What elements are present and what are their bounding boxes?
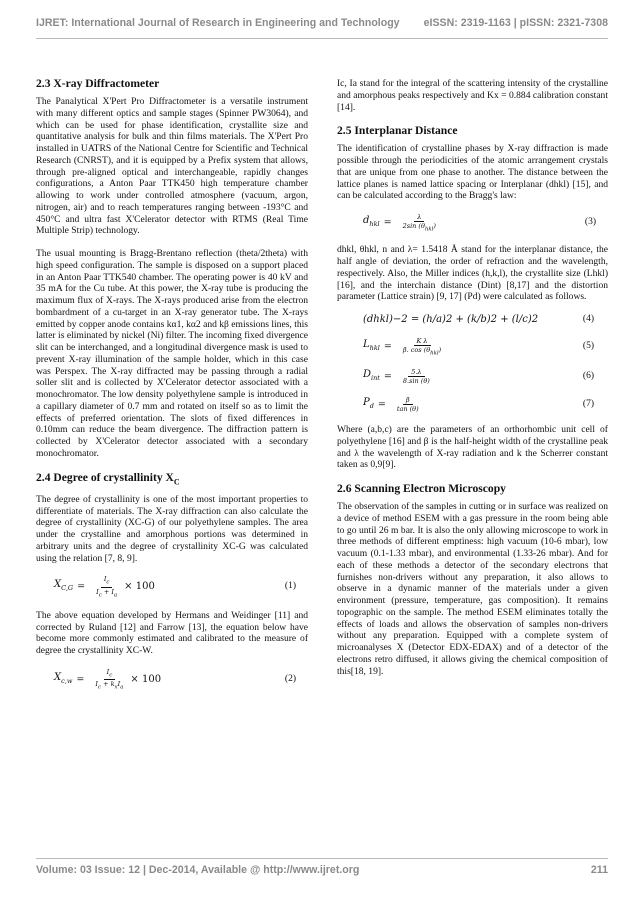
- section-2-4-paragraph-1: The degree of crystallinity is one of the most important properties to differentiate of materials. The X-ray diffraction can also calculate the degree of crystallinity (XC-G) of our polyethylene samples. The area under the crystalline and amorphous portions was determined in arbitrary units and the degree of crystallinity XC-G was calculated using the relation [7, 8, 9].: [36, 493, 308, 564]
- intensity-definition-paragraph: Ic, Ia stand for the integral of the scattering intensity of the crystalline and amorphous peaks respectively and Kx = 0.884 calibration constant [14].: [337, 78, 608, 113]
- volume-info: Volume: 03 Issue: 12 | Dec-2014, Available @ http://www.ijret.org: [36, 864, 360, 876]
- equation-3: $d_{hkl}$ = $\frac{\lambda}{2\sin (\theta_{hkl})}$ (3): [363, 213, 596, 233]
- equation-1: $X_{C,G}$ = $\frac{I_c}{I_c + I_a}$ × 100 (1): [54, 575, 296, 598]
- equation-6: $D_{int}$ = $\frac{5.\lambda}{8.\sin (\theta)}$ (6): [363, 368, 594, 386]
- left-column: [36, 77, 308, 703]
- equation-2-number: (2): [284, 673, 296, 684]
- page-number: 211: [590, 864, 608, 876]
- equation-4-number: (4): [582, 314, 594, 325]
- section-2-5-paragraph-1: The identification of crystalline phases by X-ray diffraction is made possible through the periodicities of the atomic arrangement crystals that are unique from one phase to another. The distance between the lattice planes is named lattice spacing or Interplanar (dhkl) [15], and can be calculated according to the Bragg's law:: [337, 143, 608, 202]
- equation-5: $L_{hkl}$ = $\frac{\text{K λ}}{\beta. \cos (\theta_{hkl})}$ (5): [363, 336, 594, 357]
- section-2-6-title: 2.6 Scanning Electron Microscopy: [337, 482, 506, 496]
- equation-7-number: (7): [582, 398, 594, 409]
- right-column: [337, 78, 608, 688]
- section-2-3-title: 2.3 X-ray Diffractometer: [36, 77, 160, 90]
- header-rule: [36, 38, 608, 39]
- issn: eISSN: 2319-1163 | pISSN: 2321-7308: [423, 17, 608, 29]
- equation-5-number: (5): [582, 341, 594, 352]
- running-header: [36, 12, 608, 34]
- equation-7: $P_d$ = $\frac{\beta}{\tan (\theta)}$ (7): [363, 396, 594, 414]
- section-2-4-paragraph-2: The above equation developed by Hermans and Weidinger [11] and corrected by Ruland [12] and Farrow [13], the equation below have become more commonly estimated and calibrated to the measure of degree the crystallinity XC-W.: [36, 609, 308, 657]
- running-footer: [36, 862, 608, 878]
- section-2-3-paragraph-1: The Panalytical X'Pert Pro Diffractometer is a versatile instrument with many different optics and sample stages (Spinner PW3064), and which can be used for phase identification, crystallite size and quantitative analysis for bulk and thin films materials. The X'Pert Pro installed in UATRS of the National Centre for Scientific and Technical Research (CNRST), and it is equipped by a Prefix system that allows, through pre-aligned optical and interchangeable, rapidly changes configurations, a Anton Paar TTK450 high temperature chamber allowing to work under controlled atmosphere (vacuum, argon, nitrogen, air) and to reach temperatures ranging between -193°C and 450°C and ultra fast X'Celerator detector with RTMS (Real Time Multiple Strip) technology.: [36, 96, 308, 237]
- equation-1-number: (1): [284, 581, 296, 592]
- footer-rule: [36, 858, 608, 859]
- section-2-5-paragraph-2: dhkl, θhkl, n and λ= 1.5418 Å stand for the interplanar distance, the half angle of deviation, the order of refraction and the wavelength, respectively. Also, the Miller indices (h,k,l), the crystallite size (Lhkl) [16], and the interchain distance (Dint) [8,17] and the distortion parameter (Lattice strain) [9, 17] (Pd) were calculated as follows.: [337, 244, 608, 303]
- section-2-5-title: 2.5 Interplanar Distance: [337, 124, 458, 138]
- equation-3-number: (3): [584, 217, 596, 228]
- section-2-3-paragraph-2: The usual mounting is Bragg-Brentano reflection (theta/2theta) with high speed configuration. The sample is disposed on a support placed in an Anton Paar TTK540 chamber. The operating power is 40 kV and 35 mA for the Cu tube. At this power, the X-ray tube is producing the maximum flux of X-rays. The X-rays produced arise from the electron bombardment of a cu-target in an X-ray generator tube. The X-rays emitted by copper anode contains kα1, kα2 and kβ emissions lines, this latter is eliminated by nickel (Ni) filter. The incoming fixed divergence slit can be interchanged, and a longitudinal divergence mask is used to prevent X-ray illumination of the sample holder, which in this case was Perspex. The X-ray diffracted may be passing through a radial soller slit and is collected by X'Celerator detector associated with a monochromator. The low density polyethylene sample is introduced in a capillary diameter of 0.7 mm and rotated on itself so as to limit the effects of preferred orientation. The slots of fixed differences in 0.10mm can reduce the beam divergence. The diffraction pattern is collected by X'Celerator detector associated with a secondary monochromator.: [36, 248, 308, 459]
- equation-4: (dhkl)−2 = (h/a)2 + (k/b)2 + (l/c)2 (4): [363, 314, 594, 326]
- where-paragraph: Where (a,b,c) are the parameters of an orthorhombic unit cell of polyethylene [16] and β is the half-height width of the crystalline peak and λ the wavelength of X-ray radiation and k the Scherrer constant taken as 0,9[9].: [337, 424, 608, 471]
- equation-2: $X_{c,w}$ = $\frac{I_c}{I_c + k_xI_a}$ × 100 (2): [54, 667, 296, 691]
- journal-title: IJRET: International Journal of Research in Engineering and Technology: [36, 17, 400, 29]
- section-2-6-paragraph-1: The observation of the samples in cutting or in surface was realized on a device of method ESEM with a gas pressure in the room being able to go until 26 m bar. It is also the only allowing microscope to work in three methods of different emptiness: high vacuum (10-6 mbar), low vacuum (0.1-1.33 mbar), and environmental (1.33-26 mbar). And for each of these methods a detector of the secondary electrons that furnishes non-drivers without any preparation, it also allows to observe in a dynamic manner of the materials under a given environment (pressure, temperature, gas composition). It remains topographic on the sample. The method ESEM eliminates totally the effects of loads and allows the observation of samples non-drivers without any preparation. Equipped with a complete system of microanalyses X (Detector EDX-EDAX) and of a detector of the electrons retro diffused, it allows giving the chemical composition of this[18, 19].: [337, 501, 608, 677]
- equation-6-number: (6): [582, 370, 594, 381]
- section-2-4-title: 2.4 Degree of crystallinity $X_C$: [36, 470, 180, 486]
